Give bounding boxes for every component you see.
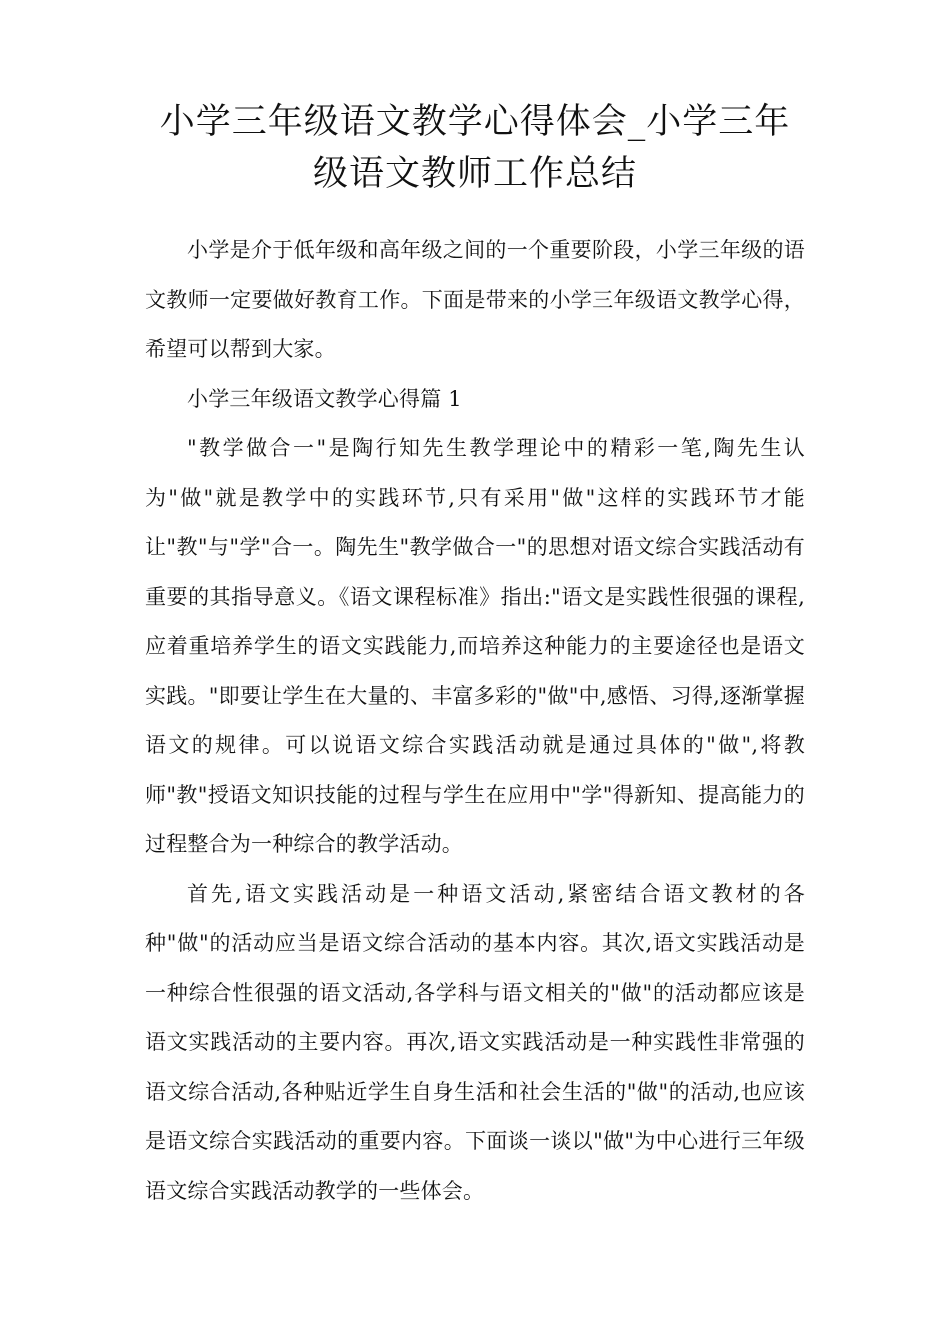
document-title: 小学三年级语文教学心得体会_小学三年级语文教师工作总结 bbox=[159, 102, 791, 194]
document-body bbox=[145, 226, 805, 1216]
body-paragraph: 首先,语文实践活动是一种语文活动,紧密结合语文教材的各种"做"的活动应当是语文综合活动的基本内容。其次,语文实践活动是一种综合性很强的语文活动,各学科与语文相关的"做"的活动都应该是语文实践活动的主要内容。再次,语文实践活动是一种实践性非常强的语文综合活动,各种贴近学生自身生活和社会生活的"做"的活动,也应该是语文综合实践活动的重要内容。下面谈一谈以"做"为中心进行三年级语文综合实践活动教学的一些体会。 bbox=[145, 881, 805, 1203]
body-paragraph: "教学做合一"是陶行知先生教学理论中的精彩一笔,陶先生认为"做"就是教学中的实践环节,只有采用"做"这样的实践环节才能让"教"与"学"合一。陶先生"教学做合一"的思想对语文综合实践活动有重要的其指导意义。《语文课程标准》指出:"语文是实践性很强的课程,应着重培养学生的语文实践能力,而培养这种能力的主要途径也是语文实践。"即要让学生在大量的、丰富多彩的"做"中,感悟、习得,逐渐掌握语文的规律。可以说语文综合实践活动就是通过具体的"做",将教师"教"授语文知识技能的过程与学生在应用中"学"得新知、提高能力的过程整合为一种综合的教学活动。 bbox=[145, 436, 805, 856]
intro-paragraph: 小学是介于低年级和高年级之间的一个重要阶段，小学三年级的语文教师一定要做好教育工作。下面是带来的小学三年级语文教学心得，希望可以帮到大家。 bbox=[145, 238, 805, 361]
section-heading: 小学三年级语文教学心得篇 1 bbox=[187, 386, 462, 411]
